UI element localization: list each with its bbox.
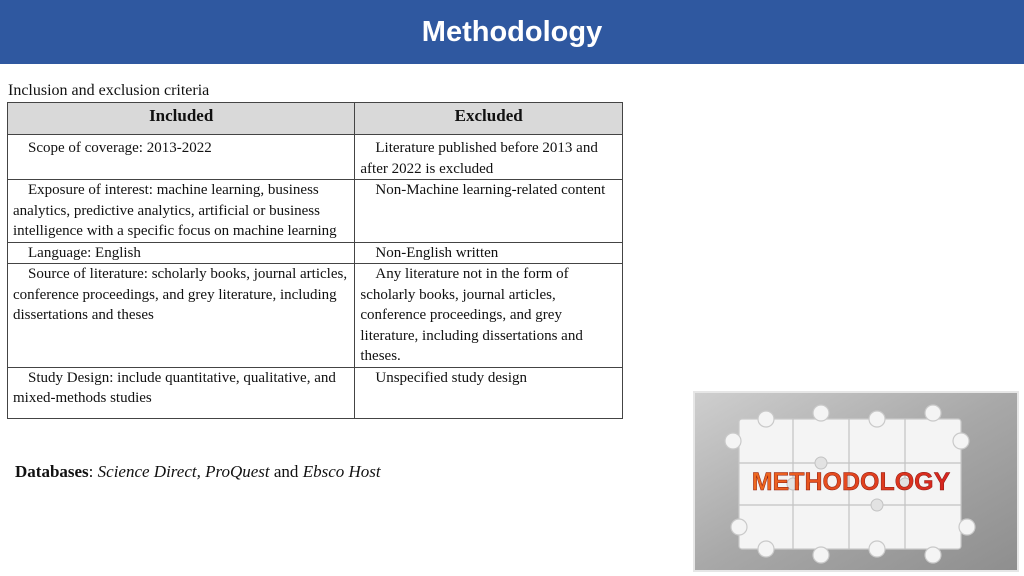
included-cell: Exposure of interest: machine learning, business analytics, predictive analytics, artificial or business intelligence with a specific focus on machine learning <box>8 180 355 243</box>
excluded-cell: Non-Machine learning-related content <box>355 180 623 243</box>
included-cell: Scope of coverage: 2013-2022 <box>8 135 355 180</box>
databases-line <box>15 462 381 482</box>
database-list-2: Ebsco Host <box>302 462 381 481</box>
slide-title: Methodology <box>421 16 603 48</box>
table-row <box>8 264 623 368</box>
table-caption: Inclusion and exclusion criteria <box>8 82 210 99</box>
table-row <box>8 242 623 264</box>
excluded-cell: Any literature not in the form of scholarly books, journal articles, conference proceedings, and grey literature, including dissertations and theses. <box>355 264 623 368</box>
excluded-header: Excluded <box>355 103 623 135</box>
table-header-row <box>8 103 623 135</box>
excluded-cell: Unspecified study design <box>355 367 623 418</box>
included-cell: Language: English <box>8 242 355 264</box>
methodology-word: METHODOLOGY <box>751 468 951 496</box>
criteria-table <box>7 102 623 419</box>
table-row <box>8 367 623 418</box>
table-row <box>8 135 623 180</box>
included-cell: Source of literature: scholarly books, journal articles, conference proceedings, and grey literature, including dissertations and theses <box>8 264 355 368</box>
database-list-1: Science Direct, ProQuest <box>97 462 270 481</box>
databases-separator: : <box>88 462 98 481</box>
table-row <box>8 180 623 243</box>
methodology-puzzle-image <box>693 391 1019 572</box>
included-cell: Study Design: include quantitative, qualitative, and mixed-methods studies <box>8 367 355 418</box>
excluded-cell: Literature published before 2013 and after 2022 is excluded <box>355 135 623 180</box>
included-header: Included <box>8 103 355 135</box>
databases-label: Databases <box>15 462 89 481</box>
slide-header <box>0 0 1024 64</box>
excluded-cell: Non-English written <box>355 242 623 264</box>
databases-conjunction: and <box>269 462 303 481</box>
